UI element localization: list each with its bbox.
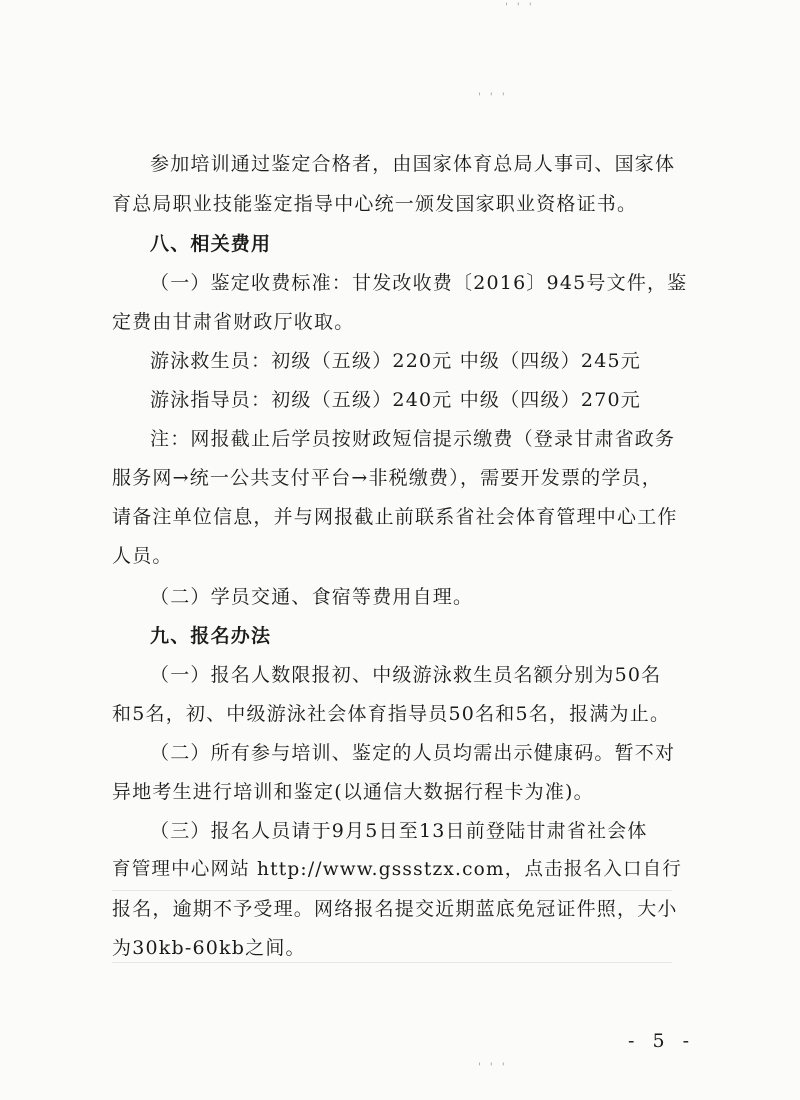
- paragraph-line: 注：网报截止后学员按财政短信提示缴费（登录甘肃省政务: [150, 428, 676, 450]
- paragraph-line: （二）学员交通、食宿等费用自理。: [150, 586, 474, 608]
- section-heading: 九、报名办法: [150, 625, 272, 647]
- scan-speck: ' ' ': [505, 2, 535, 13]
- scan-speck: ' ' ': [478, 92, 508, 103]
- paragraph-line: （一）报名人数限报初、中级游泳救生员名额分别为50名: [150, 664, 662, 686]
- paragraph-line: （三）报名人员请于9月5日至13日前登陆甘肃省社会体: [150, 820, 648, 842]
- paragraph-line: 服务网→统一公共支付平台→非税缴费），需要开发票的学员，: [112, 467, 662, 489]
- paragraph-line: 育总局职业技能鉴定指导中心统一颁发国家职业资格证书。: [112, 193, 638, 215]
- paragraph-line: （二）所有参与培训、鉴定的人员均需出示健康码。暂不对: [150, 742, 676, 764]
- paragraph-line: 和5名，初、中级游泳社会体育指导员50名和5名，报满为止。: [112, 703, 671, 725]
- paragraph-line: 请备注单位信息，并与网报截止前联系省社会体育管理中心工作: [112, 506, 678, 528]
- paragraph-line: 参加培训通过鉴定合格者，由国家体育总局人事司、国家体: [150, 153, 676, 175]
- paragraph-line: 人员。: [112, 545, 173, 567]
- bleed-through-line: [112, 962, 672, 963]
- paragraph-line: 异地考生进行培训和鉴定(以通信大数据行程卡为准)。: [112, 781, 594, 803]
- paragraph-line: 育管理中心网站 http://www.gssstzx.com，点击报名入口自行: [112, 859, 683, 880]
- paragraph-line: 为30kb-60kb之间。: [112, 937, 306, 959]
- paragraph-line: 报名，逾期不予受理。网络报名提交近期蓝底免冠证件照，大小: [112, 898, 678, 920]
- fee-line: 游泳指导员：初级（五级）240元 中级（四级）270元: [150, 389, 641, 411]
- paragraph-line: （一）鉴定收费标准：甘发改收费〔2016〕945号文件，鉴: [150, 272, 688, 294]
- page-number: - 5 -: [628, 1030, 696, 1052]
- fee-line: 游泳救生员：初级（五级）220元 中级（四级）245元: [150, 350, 641, 372]
- section-heading: 八、相关费用: [150, 233, 272, 255]
- bleed-through-line: [112, 890, 672, 891]
- scan-speck: ' ' ': [478, 1062, 508, 1073]
- paragraph-line: 定费由甘肃省财政厅收取。: [112, 311, 355, 333]
